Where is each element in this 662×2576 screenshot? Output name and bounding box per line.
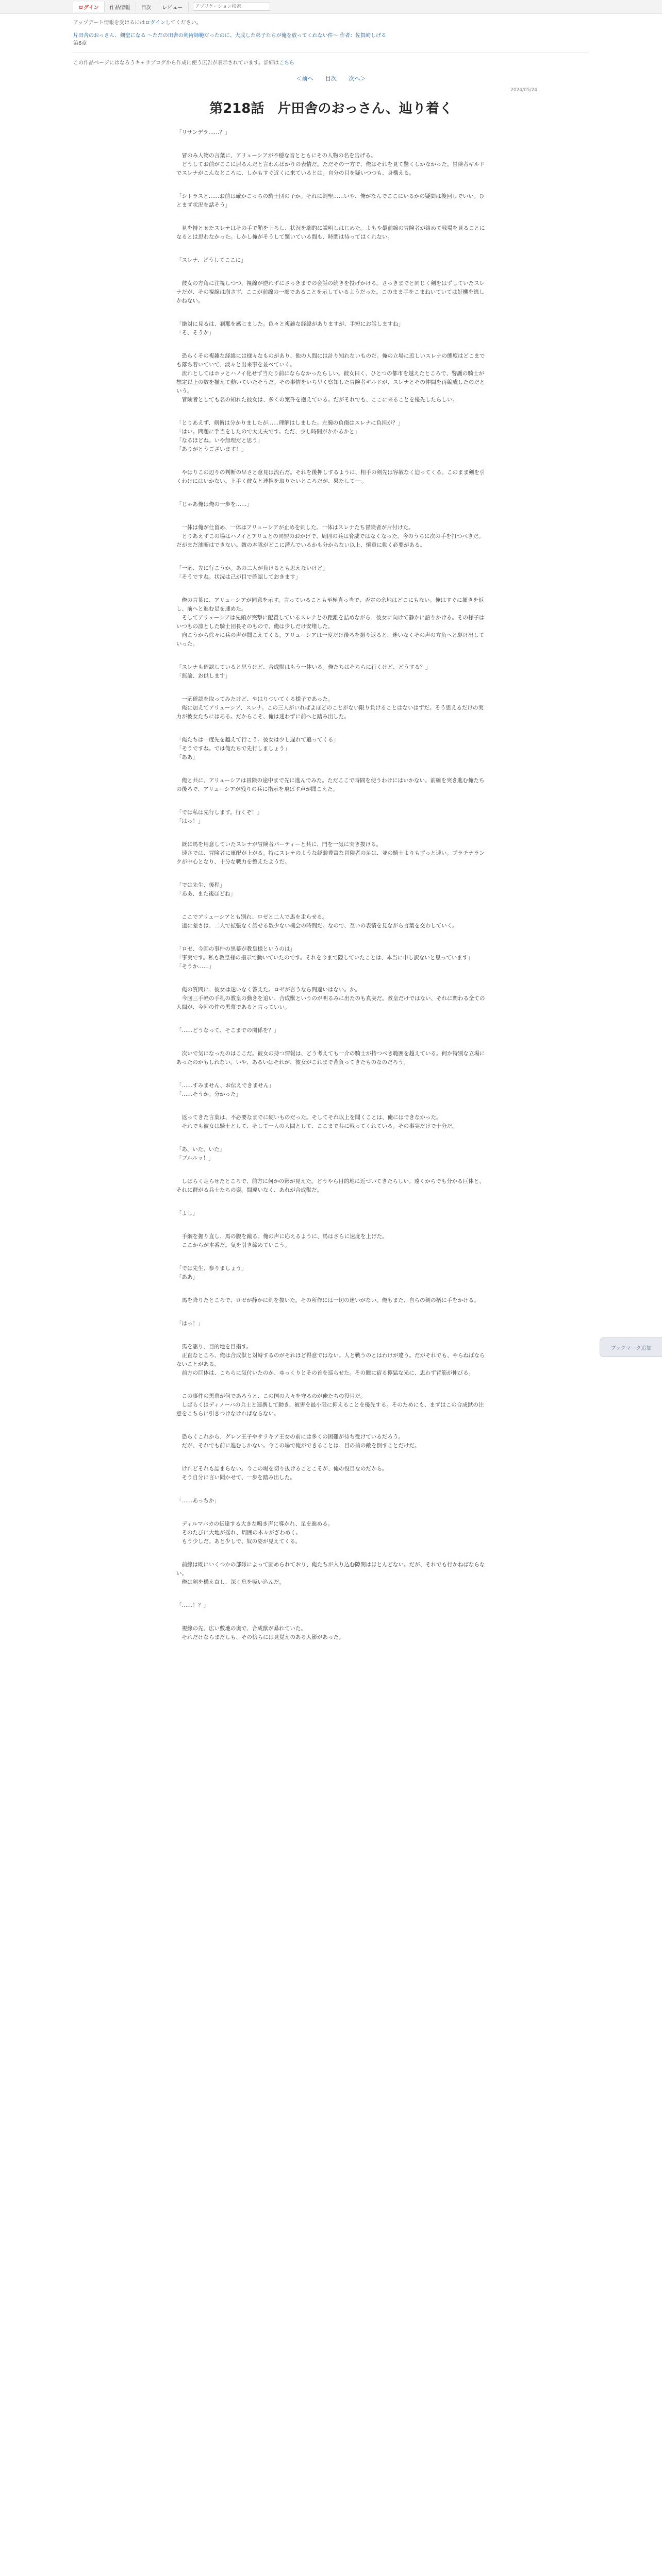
story-paragraph: 「では先生、参りましょう」 「ああ」 bbox=[176, 1265, 247, 1280]
story-paragraph: 「俺たちは一度先を越えて行こう。彼女は少し遅れて追ってくる」 「そうですね。では俺たちで先行しましょう」 「ああ」 bbox=[176, 737, 339, 760]
pager bbox=[73, 74, 589, 82]
prev-link[interactable]: ＜前へ bbox=[296, 75, 313, 82]
search-input[interactable] bbox=[193, 3, 270, 11]
story-paragraph: この事件の黒幕が何であろうと、この国の人々を守るのが俺たちの役目だ。 しばらくはディノーバの兵士と連携して動き、被害を最小限に抑えることを優先する。そのためにも、まずはこの合成獣の注意をこちらに引きつけなければならない。 bbox=[176, 1393, 484, 1417]
toc-link[interactable]: 目次 bbox=[325, 75, 337, 82]
story-paragraph: 俺の質問に、彼女は迷いなく答えた。ロゼが言うなら間違いはない。か。 今回三手軽の手札の教皇の動きを追い、合成獣というのが明るみに出たのも真実だ。教皇だけではない、それに関わる全ての人間が、今回の件の黒幕であると言っていい。 bbox=[176, 987, 485, 1010]
login-prompt-text: アップデート情報を受けるには bbox=[73, 20, 145, 26]
story-paragraph: 彼女の方角に注視しつつ、視線が逆れずにさっきまでの会話の続きを投げかける。さっきまでと同じく剣をはずしていたスレナだが、その視線は崩さず、ここが前線の一部であることを示しているようだった。このまま手をこまねいていては好機を逃しかねない。 bbox=[176, 280, 485, 304]
story-paragraph: 「……どうなって、そこまでの関係を？」 bbox=[176, 1027, 279, 1033]
posted-date: 2024/05/24 bbox=[510, 88, 537, 93]
work-link-row bbox=[73, 32, 589, 40]
nav-item-toc[interactable]: 目次 bbox=[136, 2, 157, 12]
nav-item-review[interactable]: レビュー bbox=[157, 2, 189, 12]
bookmark-side-button[interactable]: ブックマーク追加 bbox=[600, 1337, 662, 1357]
story-paragraph: 「スレナ、どうしてここに」 bbox=[176, 257, 246, 263]
chapter-group: 第6章 bbox=[73, 41, 87, 46]
story-paragraph: 馬を駆り、目的地を目指す。 正直なところ、俺は合成獣と対峙するのがそれほど得意ではない。人と戦うのとはわけが違う。だがそれでも、やらねばならないことがある。 前方の巨体は、こちらに気付いたのか、ゆっくりとその首を巡らせた。その瞳に宿る獰猛な光に、思わず背筋が伸びる。 bbox=[176, 1344, 485, 1376]
story-paragraph: 冒のみ人物の言葉に、アリューシアが不穏な音とともにその人物の名を告げる。 どうしてお前がここに居るんだと言わんばかりの表情だ。ただその一方で、俺はそれを見て驚くしかなかった。冒険者ギルドでスレナがこんなところに、しかもすぐ近くに来ているとは。自分の目を疑いつつも、身構える。 bbox=[176, 152, 485, 176]
login-button[interactable]: ログイン bbox=[73, 2, 105, 12]
story-body bbox=[176, 128, 486, 1642]
story-paragraph: 前線は既にいくつかの部隊によって固められており、俺たちが入り込む隙間はほとんどない。だが、それでも行かねばならない。 俺は剣を構え直し、深く息を吸い込んだ。 bbox=[176, 1562, 485, 1585]
story-paragraph: 「ロゼ、今回の事件の黒幕が教皇様というのは」 「事実です。私も教皇様の指示で動いていたのです。それを今まで隠していたことは、本当に申し訳ないと思っています」 「そうか……」 bbox=[176, 946, 473, 970]
story-paragraph: 一体は俺が仕留め、一体はアリューシアが止めを刺した。一体はスレナたち冒険者が片付けた。 とりあえずこの場はハノイとアリュとの同盟のおかげで、周囲の兵は脅威ではなくなった。今のうちに次の手を打つべきだ。だがまだ油断はできない。敵の本隊がどこに潜んでいるかも分からない以上、慎重に動く必要がある。 bbox=[176, 524, 484, 548]
story-paragraph: 「では先生、後程」 「ああ、また後ほどね」 bbox=[176, 882, 236, 897]
login-prompt-suffix: してください。 bbox=[165, 20, 202, 26]
story-paragraph: 見を持とせたスレナはその手で鞘を下ろし、状況を端的に説明しはじめた。よもや最前線の冒険者が絡めて戦場を見ることになるとは思わなかった。しかし俺がそうして驚いている間も、時間は待ってはくれない。 bbox=[176, 225, 485, 240]
story-paragraph: 一応確認を取ってみたけど、やはりついてくる様子であった。 俺に加えてアリューシア、スレナ。この三人がいればよほどのことがない限り負けることはないはずだ。そう思えるだけの実力が彼女たちにはある。だからこそ、俺は迷わずに前へと踏み出した。 bbox=[176, 696, 484, 720]
story-paragraph: けれどそれも詰まらない。今この場を切り抜けることこそが、俺の役目なのだから。 そう自分に言い聞かせて、一歩を踏み出した。 bbox=[176, 1466, 388, 1481]
story-paragraph: 「リサンデラ……？」 bbox=[176, 129, 230, 135]
story-paragraph: 「じゃあ俺は俺の一歩を……」 bbox=[176, 501, 252, 507]
ad-notice-link[interactable]: こちら bbox=[279, 60, 294, 66]
login-link[interactable]: ログイン bbox=[145, 20, 166, 26]
story-paragraph: 俺と共に、アリューシアは冒険の途中まで先に進んでみた。ただここで時間を使うわけにはいかない。前線を突き進む俺たちの後ろで、アリューシアが残りの兵に指示を飛ばす声が聞こえた。 bbox=[176, 777, 485, 792]
story-paragraph: 「よし」 bbox=[176, 1210, 198, 1216]
story-paragraph: 「……！？」 bbox=[176, 1602, 209, 1608]
login-prompt bbox=[73, 19, 589, 27]
story-paragraph: 既に馬を用意していたスレナが冒険者パーティーと共に、門を一気に突き抜ける。 速さでは、冒険者に軍配が上がる。特にスレナのような経験豊富な冒険者の足は、並の騎士よりもずっと速い。プラチナランクが中心となり、十分な戦力を整えたようだ。 bbox=[176, 841, 485, 865]
story-paragraph: 「シトラスと……お前は確かこっちの騎士団の子か。それに剣聖……いや、俺がなんでここにいるかの疑問は後回しでいい。ひとまず状況を話そう」 bbox=[176, 193, 485, 208]
story-paragraph: 視線の先、広い敷地の奥で、合成獣が暴れていた。 それだけならまだしも、その傍らには見覚えのある人影があった。 bbox=[176, 1625, 344, 1640]
story-paragraph: やはりこの辺りの判断の早さと意見は流石だ。それを後押しするように、相手の剣先は容赦なく迫ってくる。このまま剣を引くわけにはいかない。上手く彼女と連携を取りたいところだが、果たして──。 bbox=[176, 469, 485, 484]
story-paragraph: 「……あっちか」 bbox=[176, 1498, 220, 1504]
story-paragraph: 「……すみません、お伝えできません」 「……そうか。分かった」 bbox=[176, 1082, 274, 1097]
ad-notice-text: この作品ページにはなろうキャラブログから作成に使う広告が表示されています。詳細は bbox=[73, 60, 279, 66]
story-paragraph: 手綱を握り直し、馬の腹を蹴る。俺の声に応えるように、馬はさらに速度を上げた。 ここからが本番だ。気を引き締めていこう。 bbox=[176, 1233, 388, 1248]
ad-notice bbox=[73, 58, 589, 66]
nav-item-info[interactable]: 作品情報 bbox=[105, 2, 136, 12]
main-container bbox=[73, 14, 589, 1642]
story-paragraph: 馬を降りたところで、ロゼが静かに剣を抜いた。その所作には一切の迷いがない。俺もまた、自らの剣の柄に手をかける。 bbox=[176, 1297, 479, 1303]
top-bar bbox=[0, 0, 662, 14]
work-info bbox=[73, 19, 589, 47]
story-paragraph: 「スレナも確認していると思うけど、合成獣はもう一体いる。俺たちはそちらに行くけど、どうする？」 「無論、お供します」 bbox=[176, 664, 431, 679]
story-paragraph: ここでアリューシアとも別れ、ロゼと二人で馬を走らせる。 道に差さは、二人で拡張なく話せる数少ない機会の時間だ。なので、互いの表情を見ながら言葉を交わしていく。 bbox=[176, 914, 458, 929]
work-title-link[interactable]: 片田舎のおっさん、剣聖になる ～ただの田舎の剣術師範だったのに、大成した弟子たちが俺を放ってくれない件～ 作者：佐賀崎しげる bbox=[73, 33, 386, 39]
story-paragraph: 次いで気になったのはここだ。彼女の持つ情報は、どう考えても一介の騎士が持つべき範囲を超えている。何か特別な立場にあったのかもしれない。いや、あるいはそれが、彼女がこれまで背負ってきたものなのだろう。 bbox=[176, 1050, 485, 1065]
story-paragraph: 俺の言葉に、アリューシアが同意を示す。言っていることも至極真っ当で、否定の余地はどこにもない。俺はすぐに頷きを返し、前へと進む足を速めた。 そしてアリューシアは先頭が突撃に配置しているスレナとの距離を詰めながら、彼女に向けて静かに語りかける。その様子はいつもの凛とした騎士団長そのもので、俺は少しだけ安堵した。 向こうから徐々に兵の声が聞こえてくる。アリューシアは一度だけ後ろを振り返ると、迷いなくその声の方角へと駆け出していった。 bbox=[176, 597, 485, 647]
story-paragraph: 「あ、いた、いた」 「ブルルッ！」 bbox=[176, 1146, 225, 1161]
next-link[interactable]: 次へ＞ bbox=[349, 75, 366, 82]
story-paragraph: 「とりあえず、剣術は分かりましたが……理解はしました。左腕の負傷はスレナに負担が？」 「はい。問題に手当をしたので大丈夫です。ただ、少し時間がかかるかと」 「なるほどね。いや無理だと思う」 「ありがとうございます！」 bbox=[176, 420, 404, 452]
story-paragraph: ディルマバカの伝達する大きな鳴き声に導かれ、足を進める。 そのたびに大地が揺れ、周囲の木々がざわめく。 もう少しだ。あと少しで、奴の姿が見えてくる。 bbox=[176, 1521, 334, 1545]
top-bar-inner bbox=[73, 0, 589, 13]
story-paragraph: 恐らくその複雑な経緯には様々なものがあり、他の人間には計り知れないものだ。俺の立場に近しいスレナの態度はどこまでも落ち着いていて、淡々と出来事を並べていく。 流れとしてはホッとハノイ化せず当たり前にならなかったらしい。彼女曰く、ひとつの都市を越えたところで、警護の騎士が想定以上の数を揃えて動いていたそうだ。その事情をいち早く察知した冒険者ギルドが、スレナとその仲間を再編成したのだという。 冒険者としても名の知れた彼女は、多くの案件を抱えている。だがそれでも、ここに来ることを優先したらしい。 bbox=[176, 353, 485, 403]
story-paragraph: しばらく走らせたところで、前方に何かの影が見えた。どうやら目的地に近づいてきたらしい。遠くからでも分かる巨体と、それに群がる兵士たちの姿。間違いなく、あれが合成獣だ。 bbox=[176, 1178, 485, 1193]
story-paragraph: 「一応、先に行こうか。あの二人が負けるとも思えないけど」 「そうですね。状況は己が目で確認しておきます」 bbox=[176, 565, 328, 580]
chapter-title: 第218話 片田舎のおっさん、辿り着く bbox=[209, 101, 453, 116]
story-paragraph: 恐らくこれから、グレン王子やサラキア王女の前には多くの困難が待ち受けているだろう。 だが、それでも前に進むしかない。今この場で俺ができることは、目の前の敵を倒すことだけだ。 bbox=[176, 1434, 420, 1449]
story-paragraph: 返ってきた言葉は、不必要なまでに硬いものだった。そしてそれ以上を聞くことは、俺にはできなかった。 それでも彼女は騎士として、そして一人の人間として、ここまで共に戦ってくれている。その事実だけで十分だ。 bbox=[176, 1114, 458, 1129]
story-paragraph: 「絶対に見るは、刹那を感じました。色々と複雑な経緯がありますが、手短にお話しますね」 「そ、そうか」 bbox=[176, 321, 404, 336]
story-paragraph: 「では私は先行します。行くぞ！」 「はっ！」 bbox=[176, 809, 263, 824]
story-paragraph: 「はっ！」 bbox=[176, 1320, 204, 1327]
